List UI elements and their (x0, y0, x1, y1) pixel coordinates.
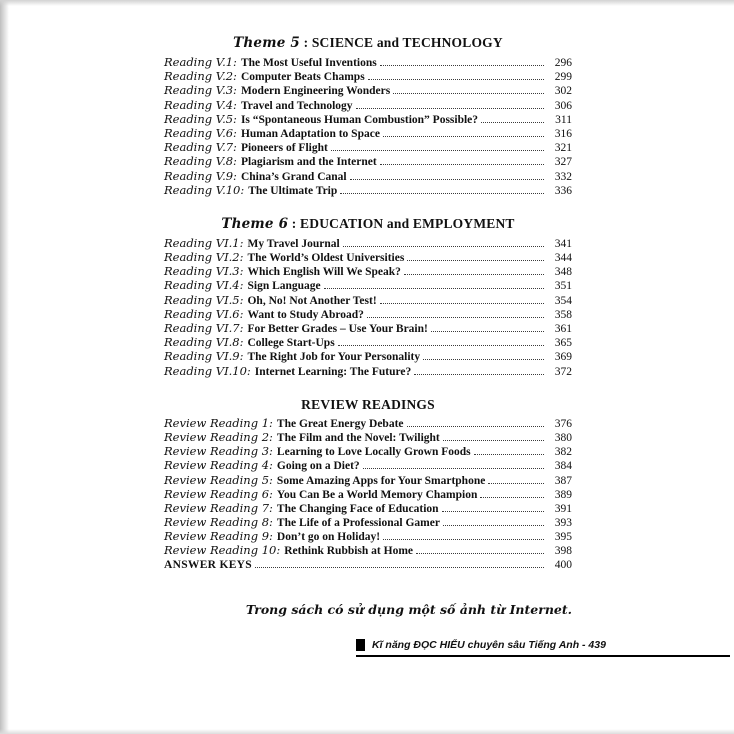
toc-entry-prefix: Reading V.9: (164, 168, 237, 183)
toc-entry (164, 335, 572, 349)
toc-entry-prefix: Reading V.3: (164, 83, 237, 98)
toc-entry-page-number: 369 (554, 351, 572, 364)
toc-entry-page-number: 387 (554, 474, 572, 487)
answer-keys-row (164, 558, 572, 572)
dot-leader (356, 108, 544, 109)
toc-entry-prefix: Review Reading 9: (164, 529, 273, 544)
toc-entry-page-number: 341 (554, 237, 572, 250)
toc-entry-title: Internet Learning: The Future? (254, 365, 412, 378)
answer-keys-label: ANSWER KEYS (164, 558, 252, 571)
toc-entry-prefix: Reading VI.9: (164, 349, 244, 364)
toc-entry (164, 529, 572, 543)
toc-entry-title: The Right Job for Your Personality (247, 351, 421, 364)
toc-entry-page-number: 358 (554, 308, 572, 321)
dot-leader (404, 274, 544, 275)
dot-leader (416, 553, 544, 554)
toc-entry (164, 169, 572, 183)
toc-entry-title: Learning to Love Locally Grown Foods (276, 446, 471, 459)
answer-keys-page-number: 400 (554, 558, 572, 571)
toc-entry (164, 501, 572, 515)
toc-entry-page-number: 302 (554, 85, 572, 98)
section-heading (164, 34, 572, 52)
page-footer (356, 639, 730, 657)
toc-entry-title: The Most Useful Inventions (240, 57, 377, 69)
toc-entry-title: For Better Grades – Use Your Brain! (247, 323, 428, 335)
toc-entry (164, 444, 572, 458)
toc-entry (164, 416, 572, 430)
toc-entry-page-number: 376 (554, 417, 572, 430)
toc-entry-prefix: Review Reading 10: (164, 543, 281, 558)
image-source-note: Trong sách có sử dụng một số ảnh từ Internet. (245, 601, 572, 617)
toc-entry-page-number: 332 (554, 170, 572, 183)
toc-entry-prefix: Reading V.1: (164, 55, 237, 69)
dot-leader (383, 539, 544, 540)
dot-leader (442, 511, 544, 512)
toc-entry (164, 321, 572, 335)
dot-leader (480, 497, 544, 498)
toc-entry-prefix: Reading VI.5: (164, 292, 244, 307)
toc-entry-title: Don’t go on Holiday! (276, 531, 381, 544)
toc-entry-page-number: 348 (554, 266, 572, 279)
toc-entry-page-number: 336 (554, 184, 572, 197)
toc-entry-page-number: 398 (554, 545, 572, 558)
dot-leader (380, 303, 544, 304)
toc-entry-prefix: Reading V.8: (164, 154, 237, 169)
toc-entry-title: Which English Will We Speak? (247, 266, 401, 279)
toc-entry (164, 293, 572, 307)
toc-entry-title: Human Adaptation to Space (240, 127, 380, 140)
toc-entry (164, 307, 572, 321)
toc-entry (164, 183, 572, 197)
toc-entry (164, 98, 572, 112)
toc-entry-title: Oh, No! Not Another Test! (247, 294, 377, 307)
toc-entry (164, 112, 572, 126)
toc-entry-page-number: 395 (554, 531, 572, 544)
dot-leader (367, 317, 544, 318)
toc-entry-prefix: Review Reading 5: (164, 472, 273, 487)
toc-entry-prefix: Review Reading 7: (164, 500, 273, 515)
toc-entry-page-number: 384 (554, 460, 572, 473)
dot-leader (383, 136, 544, 137)
page-edge-shadow-top (0, 0, 734, 6)
toc-entry-prefix: Reading V.4: (164, 97, 237, 112)
section-heading-script: Theme 5 (233, 35, 300, 51)
section-heading-script: Theme 6 (221, 215, 289, 232)
dot-leader (255, 567, 544, 568)
toc-entry-prefix: Review Reading 3: (164, 444, 273, 459)
dot-leader (474, 454, 544, 455)
toc-entry-title: The Ultimate Trip (248, 184, 338, 197)
toc-entry-prefix: Reading V.2: (164, 69, 237, 84)
toc-entry (164, 487, 572, 501)
dot-leader (443, 440, 544, 441)
dot-leader (331, 150, 544, 151)
dot-leader (414, 374, 544, 375)
dot-leader (338, 345, 544, 346)
toc-entry-title: Want to Study Abroad? (247, 308, 364, 321)
toc-entry-title: Modern Engineering Wonders (240, 85, 391, 98)
toc-entry (164, 543, 572, 557)
section-heading-title: REVIEW READINGS (301, 396, 435, 412)
toc-entry-page-number: 299 (554, 71, 572, 84)
toc-entry-page-number: 321 (554, 142, 572, 155)
toc-entry-prefix: Reading V.5: (164, 111, 237, 126)
dot-leader (481, 122, 544, 123)
toc-entry-prefix: Reading V.6: (164, 125, 237, 140)
toc-entry (164, 140, 572, 154)
toc-entry (164, 278, 572, 292)
section-heading-title: : SCIENCE and TECHNOLOGY (300, 35, 503, 50)
section-heading-title: : EDUCATION and EMPLOYMENT (288, 215, 515, 231)
toc-entry-title: Some Amazing Apps for Your Smartphone (276, 474, 486, 487)
dot-leader (393, 93, 544, 94)
toc-entry-page-number: 393 (554, 517, 572, 530)
dot-leader (324, 288, 544, 289)
toc-entry-title: Pioneers of Flight (240, 142, 328, 155)
toc-entry-page-number: 372 (554, 365, 572, 378)
toc-entry-title: Computer Beats Champs (240, 71, 365, 84)
toc-entry-title: The Film and the Novel: Twilight (276, 431, 440, 444)
footer-text: Kĩ năng ĐỌC HIỂU chuyên sâu Tiếng Anh - 439 (372, 639, 606, 651)
toc-entry (164, 264, 572, 278)
toc-entry (164, 473, 572, 487)
toc-entry-prefix: Reading VI.8: (164, 335, 244, 350)
toc-entry-prefix: Reading VI.7: (164, 321, 244, 335)
toc-entry-page-number: 296 (554, 57, 572, 69)
table-of-contents-page (164, 34, 572, 617)
toc-entry-title: You Can Be a World Memory Champion (276, 488, 478, 501)
dot-leader (407, 426, 544, 427)
page-edge-shadow-bottom (0, 729, 734, 734)
toc-entry-page-number: 365 (554, 337, 572, 350)
dot-leader (407, 260, 544, 261)
section-heading (164, 215, 572, 233)
toc-entry-page-number: 344 (554, 252, 572, 265)
toc-entry-title: My Travel Journal (247, 237, 340, 250)
section-heading (164, 396, 572, 413)
dot-leader (368, 79, 544, 80)
toc-entry-prefix: Reading VI.6: (164, 306, 244, 321)
footer-tab-marker (356, 639, 365, 651)
toc-entry-prefix: Review Reading 2: (164, 429, 273, 444)
toc-entry-title: College Start-Ups (247, 337, 335, 350)
toc-entry (164, 364, 572, 378)
dot-leader (443, 525, 544, 526)
toc-entry (164, 250, 572, 264)
dot-leader (431, 331, 544, 332)
toc-entry-title: The Great Energy Debate (276, 417, 404, 430)
toc-entry-title: Going on a Diet? (276, 460, 360, 473)
toc-entry-title: Sign Language (247, 280, 321, 293)
toc-entry (164, 430, 572, 444)
toc-entry-prefix: Reading VI.1: (164, 235, 244, 250)
dot-leader (340, 193, 544, 194)
toc-entry-prefix: Reading VI.3: (164, 264, 244, 279)
toc-entry-prefix: Review Reading 8: (164, 515, 273, 530)
dot-leader (380, 65, 544, 66)
toc-entry-prefix: Review Reading 1: (164, 415, 273, 430)
toc-entry (164, 83, 572, 97)
toc-entry-title: Travel and Technology (240, 99, 353, 112)
toc-entry (164, 458, 572, 472)
toc-entry-page-number: 316 (554, 127, 572, 140)
toc-entry-page-number: 327 (554, 156, 572, 169)
toc-entry-page-number: 382 (554, 446, 572, 459)
toc-entry-title: The World’s Oldest Universities (247, 252, 405, 265)
dot-leader (488, 483, 544, 484)
toc-entry (164, 154, 572, 168)
dot-leader (380, 164, 544, 165)
toc-entry (164, 69, 572, 83)
dot-leader (363, 468, 544, 469)
toc-entry-page-number: 351 (554, 280, 572, 293)
toc-entry-prefix: Reading VI.2: (164, 250, 244, 265)
toc-entry-prefix: Reading V.10: (164, 182, 245, 197)
toc-entry-prefix: Review Reading 4: (164, 458, 273, 473)
page-edge-shadow-left (0, 0, 9, 734)
table-of-contents (164, 34, 572, 558)
toc-entry (164, 515, 572, 529)
toc-entry-prefix: Review Reading 6: (164, 486, 273, 501)
toc-entry-page-number: 391 (554, 502, 572, 515)
dot-leader (343, 246, 544, 247)
toc-entry-prefix: Reading V.7: (164, 140, 237, 155)
toc-entry-page-number: 354 (554, 294, 572, 307)
toc-entry-page-number: 380 (554, 431, 572, 444)
toc-entry-page-number: 361 (554, 323, 572, 335)
toc-entry-title: Rethink Rubbish at Home (284, 545, 414, 558)
toc-entry (164, 236, 572, 250)
toc-entry (164, 349, 572, 363)
dot-leader (423, 359, 544, 360)
toc-entry (164, 126, 572, 140)
toc-entry-title: Plagiarism and the Internet (240, 156, 377, 169)
toc-entry-title: Is “Spontaneous Human Combustion” Possible? (240, 113, 479, 126)
toc-entry-prefix: Reading VI.10: (164, 363, 251, 378)
toc-entry (164, 55, 572, 69)
toc-entry-page-number: 311 (555, 113, 572, 126)
dot-leader (350, 179, 544, 180)
toc-entry-page-number: 306 (554, 99, 572, 112)
toc-entry-title: The Life of a Professional Gamer (276, 517, 440, 530)
toc-entry-page-number: 389 (554, 488, 572, 501)
toc-entry-title: China’s Grand Canal (240, 170, 347, 183)
toc-entry-title: The Changing Face of Education (276, 502, 439, 515)
toc-entry-prefix: Reading VI.4: (164, 278, 244, 293)
